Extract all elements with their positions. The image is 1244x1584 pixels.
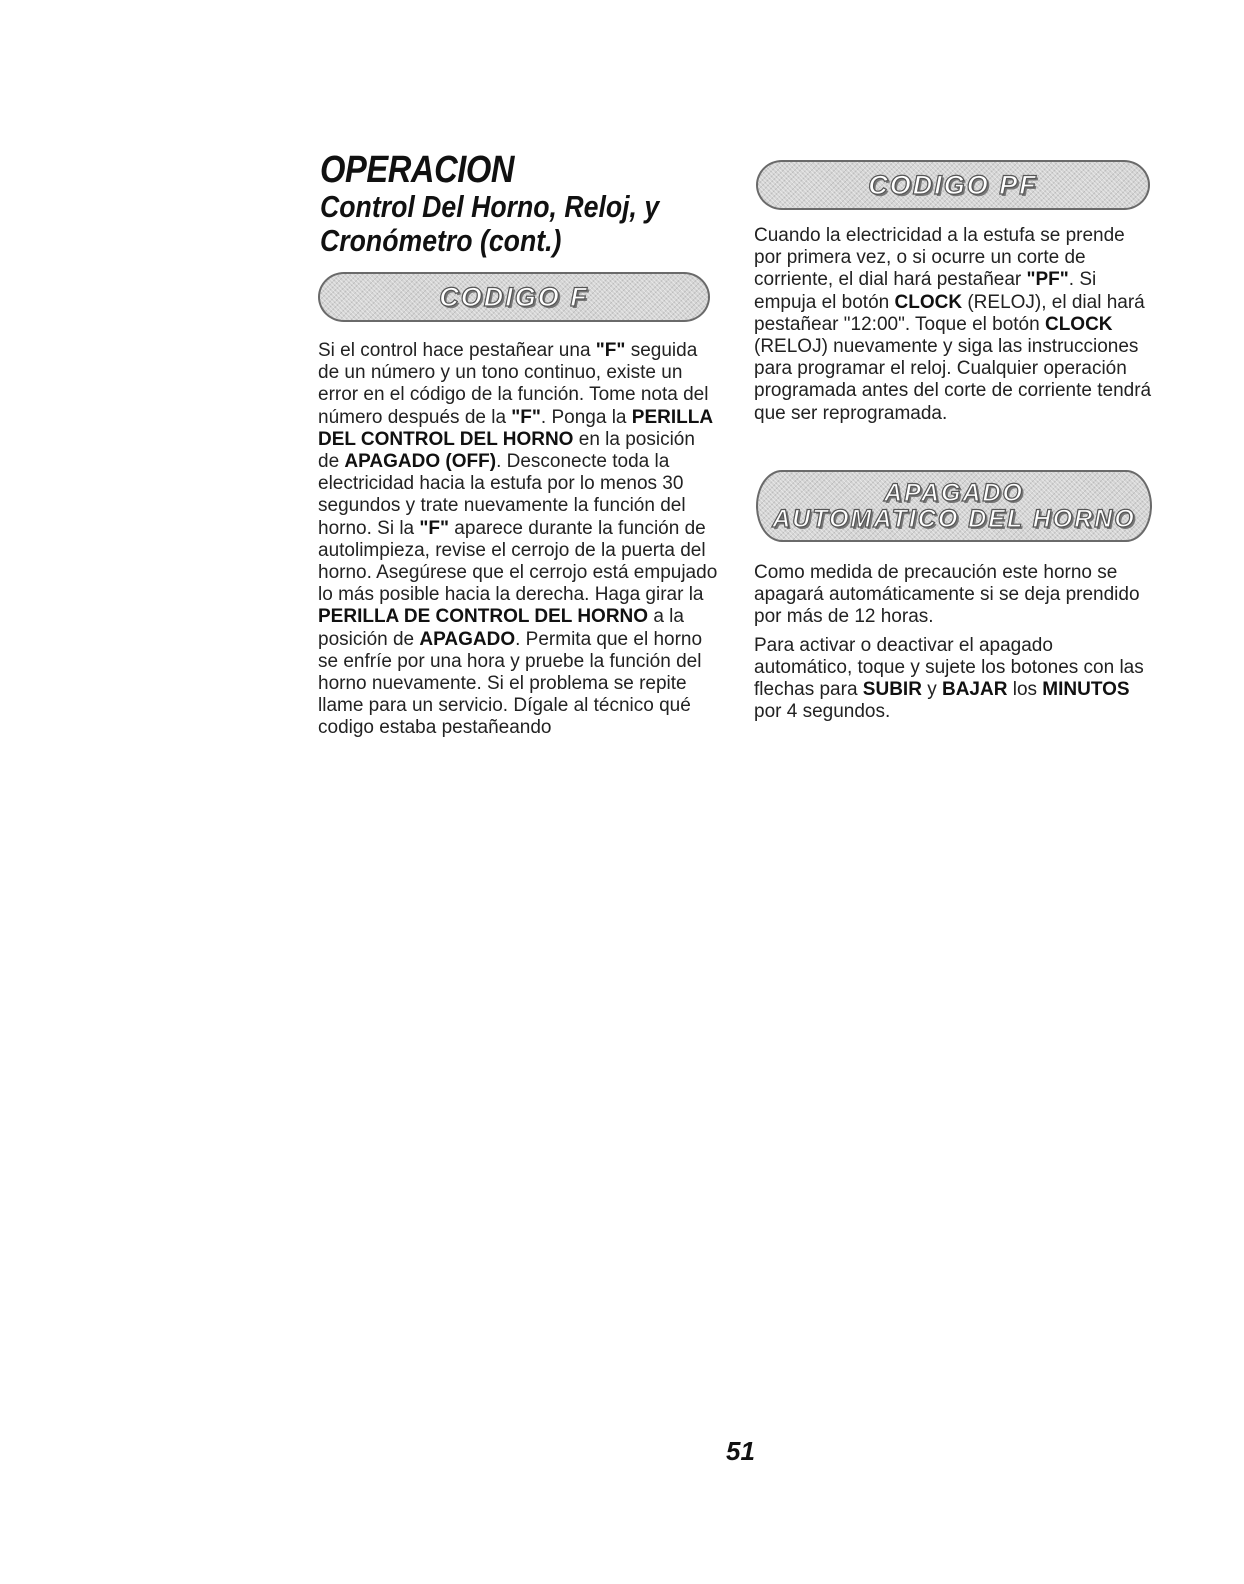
text-run: . Si empuja el botón bbox=[754, 269, 1097, 313]
text-run: en la posición de bbox=[318, 428, 695, 473]
text-run: Para activar o deactivar el apagado automático, toque y sujete los botones con las flechas para bbox=[754, 634, 1144, 701]
text-run: . Ponga la bbox=[540, 406, 632, 428]
codigo-f-banner-text: CODIGO F bbox=[439, 281, 589, 312]
text-run: . Permita que el horno se enfríe por una hora y pruebe la función del horno nuevamente. Si el problema se repite llame para un servicio. Dígale al técnico qué codigo estaba pestañeando bbox=[318, 628, 703, 739]
apagado-banner-line1: APAGADO bbox=[884, 478, 1024, 507]
apagado-paragraph-2 bbox=[754, 635, 1154, 724]
bold-text-run: "F" bbox=[511, 406, 541, 428]
codigo-f-body bbox=[318, 340, 718, 746]
apagado-paragraph-1: Como medida de precaución este horno se apagará automáticamente si se deja prendido por más de 12 horas. bbox=[754, 562, 1140, 628]
bold-text-run: CLOCK bbox=[1044, 313, 1113, 335]
text-run: los bbox=[1007, 679, 1043, 701]
apagado-automatico-body bbox=[754, 562, 1154, 729]
text-run: . Desconecte toda la electricidad hacia la estufa por lo menos 30 segundos y trate nuevamente la función del horno. Si la bbox=[318, 451, 686, 539]
codigo-pf-paragraph bbox=[754, 225, 1154, 425]
text-run: (RELOJ), el dial hará pestañear "12:00". Toque el botón bbox=[754, 291, 1145, 335]
section-title: OPERACION bbox=[320, 149, 515, 191]
page-number: 51 bbox=[726, 1436, 755, 1466]
section-subtitle-line2: Cronómetro (cont.) bbox=[320, 223, 562, 258]
bold-text-run: APAGADO (OFF) bbox=[344, 451, 497, 473]
text-run: (RELOJ) nuevamente y siga las instrucciones para programar el reloj. Cualquier operación programada antes del corte de corriente tendrá que ser reprogramada. bbox=[754, 336, 1152, 424]
page-heading bbox=[320, 150, 740, 258]
bold-text-run: "F" bbox=[419, 517, 450, 539]
bold-text-run: "PF" bbox=[1026, 269, 1069, 291]
text-run: seguida de un número y un tono continuo, existe un error en el código de la función. Tome nota del número después de la bbox=[318, 340, 709, 428]
text-run: a la posición de bbox=[318, 606, 684, 650]
apagado-automatico-banner bbox=[756, 470, 1152, 542]
codigo-pf-body bbox=[754, 225, 1154, 431]
text-run: por 4 segundos. bbox=[754, 701, 891, 723]
section-subtitle-line1: Control Del Horno, Reloj, y bbox=[320, 189, 660, 224]
text-run: Cuando la electricidad a la estufa se prende por primera vez, o si ocurre un corte de corriente, el dial hará pestañear bbox=[754, 225, 1125, 291]
text-run: aparece durante la función de autolimpieza, revise el cerrojo de la puerta del horno. Asegúrese que el cerrojo está empujado lo más posible hacia la derecha. Haga girar la bbox=[318, 517, 718, 606]
codigo-pf-banner-text: CODIGO PF bbox=[868, 169, 1038, 200]
codigo-pf-banner bbox=[756, 160, 1150, 210]
bold-text-run: CLOCK bbox=[894, 291, 963, 313]
bold-text-run: PERILLA DEL CONTROL DEL HORNO bbox=[318, 406, 713, 450]
bold-text-run: MINUTOS bbox=[1042, 679, 1130, 701]
bold-text-run: SUBIR bbox=[862, 679, 922, 701]
bold-text-run: PERILLA DE CONTROL DEL HORNO bbox=[318, 606, 649, 628]
codigo-f-banner bbox=[318, 272, 710, 322]
text-run: y bbox=[921, 679, 942, 701]
apagado-banner-line2: AUTOMATICO DEL HORNO bbox=[772, 505, 1136, 533]
bold-text-run: APAGADO bbox=[419, 628, 516, 650]
bold-text-run: BAJAR bbox=[941, 679, 1008, 701]
text-run: Si el control hace pestañear una bbox=[318, 340, 596, 361]
bold-text-run: "F" bbox=[595, 340, 626, 361]
codigo-f-paragraph bbox=[318, 340, 718, 740]
